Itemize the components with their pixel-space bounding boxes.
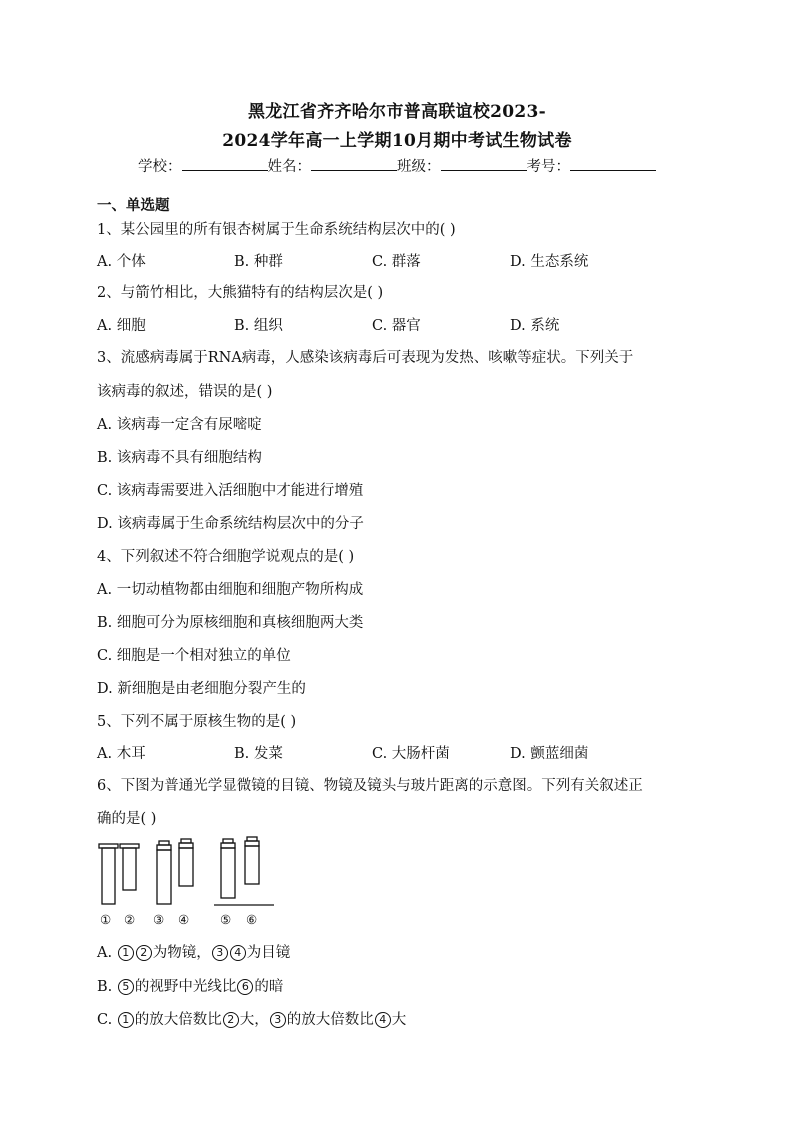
q6-c-text-4: 大 (391, 1012, 407, 1028)
q2-option-b[interactable]: B. 组织 (234, 318, 283, 334)
q5-option-c[interactable]: C. 大肠杆菌 (372, 746, 450, 762)
question-1-stem: 1、某公园里的所有银杏树属于生命系统结构层次中的( ) (97, 222, 456, 238)
q6-a-circled-1: 1 (118, 945, 134, 961)
q3-option-a[interactable]: A. 该病毒一定含有尿嘧啶 (97, 417, 262, 433)
school-blank[interactable] (182, 156, 268, 171)
q6-a-text-1: 为物镜， (152, 945, 211, 961)
figure-label-4: ④ (178, 912, 190, 927)
question-6-stem-line1: 6、下图为普通光学显微镜的目镜、物镜及镜头与玻片距离的示意图。下列有关叙述正 (97, 778, 643, 794)
student-info-line (0, 155, 794, 176)
exam-title-line1: 黑龙江省齐齐哈尔市普高联谊校2023- (247, 102, 547, 122)
question-3-stem-line1: 3、流感病毒属于RNA病毒，人感染该病毒后可表现为发热、咳嗽等症状。下列关于 (97, 350, 634, 366)
name-label: 姓名： (267, 159, 311, 175)
q4-option-a[interactable]: A. 一切动植物都由细胞和细胞产物所构成 (97, 582, 364, 598)
q6-c-circled-2: 2 (223, 1012, 239, 1028)
class-label: 班级： (397, 159, 441, 175)
class-blank[interactable] (441, 156, 527, 171)
q6-a-text-2: 为目镜 (246, 945, 291, 961)
q6-b-circled-5: 5 (118, 979, 134, 995)
q5-option-d[interactable]: D. 颤蓝细菌 (510, 746, 589, 762)
q2-option-d[interactable]: D. 系统 (510, 318, 560, 334)
q6-option-c[interactable] (97, 1008, 406, 1029)
q6-b-circled-6: 6 (237, 979, 253, 995)
q6-option-a-prefix: A. (97, 945, 113, 961)
q6-c-text-3: 的放大倍数比 (286, 1012, 374, 1028)
q6-option-a[interactable] (97, 941, 290, 962)
eyepiece-lens-long-icon (99, 844, 118, 904)
q6-c-circled-3: 3 (270, 1012, 286, 1028)
q1-option-d[interactable]: D. 生态系统 (510, 254, 589, 270)
q4-option-d[interactable]: D. 新细胞是由老细胞分裂产生的 (97, 681, 306, 697)
section-title: 一、单选题 (97, 197, 170, 214)
q5-option-b[interactable]: B. 发菜 (234, 746, 283, 762)
q1-option-a[interactable]: A. 个体 (97, 254, 146, 270)
question-6-stem-line2: 确的是( ) (97, 811, 157, 827)
q6-b-text-1: 的视野中光线比 (134, 979, 237, 995)
q6-c-circled-1: 1 (118, 1012, 134, 1028)
q6-c-text-1: 的放大倍数比 (134, 1012, 222, 1028)
question-4-stem: 4、下列叙述不符合细胞学说观点的是( ) (97, 549, 355, 565)
exam-title-line2: 2024学年高一上学期10月期中考试生物试卷 (222, 131, 572, 151)
objective-lens-6-icon (245, 837, 259, 884)
question-5-stem: 5、下列不属于原核生物的是( ) (97, 714, 297, 730)
q6-b-text-2: 的暗 (254, 979, 284, 995)
q4-option-c[interactable]: C. 细胞是一个相对独立的单位 (97, 648, 291, 664)
q6-option-b[interactable] (97, 975, 283, 996)
exam-number-label: 考号： (526, 159, 570, 175)
figure-label-1: ① (100, 912, 112, 927)
objective-lens-short-icon (179, 839, 193, 886)
q6-a-circled-4: 4 (230, 945, 246, 961)
objective-lens-long-icon (157, 841, 171, 904)
q2-option-c[interactable]: C. 器官 (372, 318, 421, 334)
question-3-stem-line2: 该病毒的叙述，错误的是( ) (97, 384, 273, 400)
q5-option-a[interactable]: A. 木耳 (97, 746, 146, 762)
question-2-stem: 2、与箭竹相比，大熊猫特有的结构层次是( ) (97, 285, 384, 301)
figure-label-2: ② (124, 912, 136, 927)
eyepiece-lens-short-icon (120, 844, 139, 890)
q3-option-c[interactable]: C. 该病毒需要进入活细胞中才能进行增殖 (97, 483, 364, 499)
q6-a-circled-3: 3 (212, 945, 228, 961)
q2-option-a[interactable]: A. 细胞 (97, 318, 146, 334)
figure-label-6: ⑥ (246, 912, 258, 927)
q1-option-b[interactable]: B. 种群 (234, 254, 283, 270)
figure-label-5: ⑤ (220, 912, 232, 927)
microscope-lens-figure (90, 834, 290, 914)
exam-number-blank[interactable] (570, 156, 656, 171)
q1-option-c[interactable]: C. 群落 (372, 254, 421, 270)
q4-option-b[interactable]: B. 细胞可分为原核细胞和真核细胞两大类 (97, 615, 364, 631)
q6-c-circled-4: 4 (375, 1012, 391, 1028)
figure-label-3: ③ (153, 912, 165, 927)
school-label: 学校： (138, 159, 182, 175)
objective-lens-5-icon (221, 839, 235, 898)
q3-option-d[interactable]: D. 该病毒属于生命系统结构层次中的分子 (97, 516, 364, 532)
q6-c-text-2: 大， (239, 1012, 269, 1028)
q6-option-c-prefix: C. (97, 1012, 113, 1028)
q6-a-circled-2: 2 (136, 945, 152, 961)
q3-option-b[interactable]: B. 该病毒不具有细胞结构 (97, 450, 262, 466)
q6-option-b-prefix: B. (97, 979, 113, 995)
name-blank[interactable] (311, 156, 397, 171)
